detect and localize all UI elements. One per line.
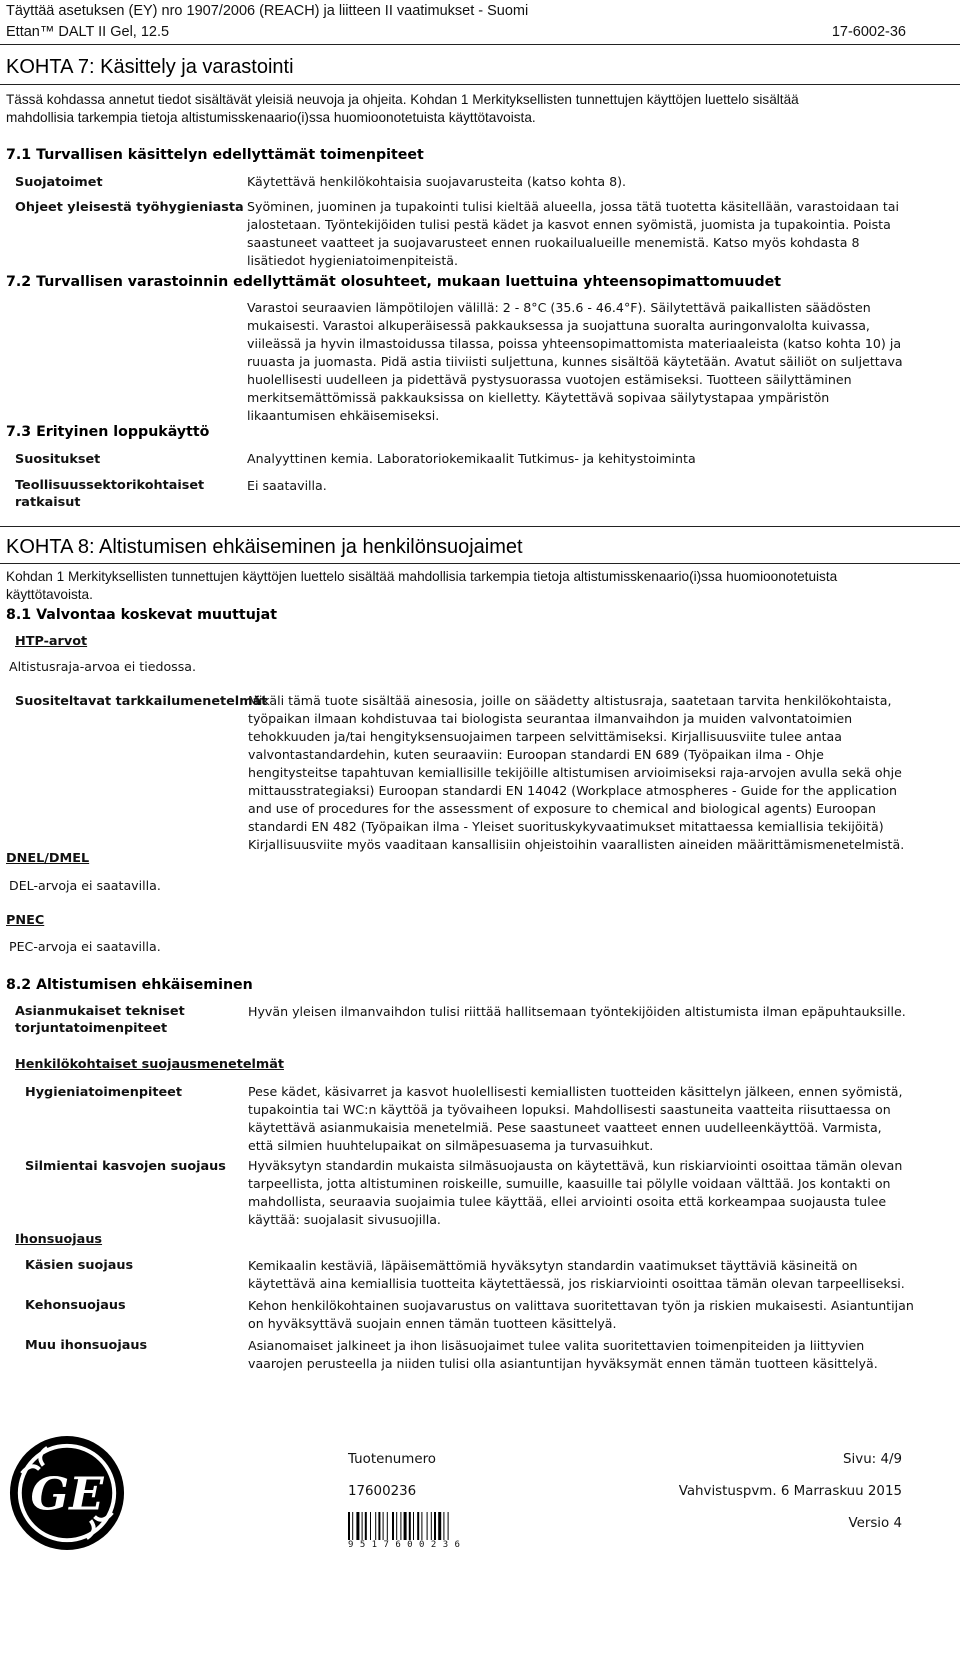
intro-line: Tässä kohdassa annetut tiedot sisältävät yleisiä neuvoja ja ohjeita. Kohdan 1 Merkityksellisten tunnettujen käyttöjen luettelo sisältää: [6, 92, 799, 107]
product-number-value: 17600236: [348, 1484, 417, 1499]
skin-protection-heading: Ihonsuojaus: [15, 1232, 103, 1247]
barcode-bar: [409, 1512, 411, 1540]
label-line: ratkaisut: [15, 495, 81, 510]
htp-values-heading: HTP-arvot: [15, 634, 88, 649]
text-line: huolellisesti uudelleen ja pidettävä pystysuorassa vuotojen estämiseksi. Tuotteen säilyttäminen: [247, 372, 852, 387]
barcode-digits: 9 5 1 7 6 0 0 2 3 6: [348, 1540, 461, 1550]
barcode-bar: [448, 1512, 449, 1540]
section-8-title: KOHTA 8: Altistumisen ehkäiseminen ja henkilönsuojaimet: [6, 536, 523, 558]
engineering-controls-value: Hyvän yleisen ilmanvaihdon tulisi riittää hallitsemaan työntekijöiden altistumista ilman epäpuhtauksille.: [248, 1004, 906, 1019]
text-line: Kehon henkilökohtainen suojavarustus on valittava suoritettavan työn ja riskien mukaisesti. Asiantuntijan: [248, 1298, 914, 1313]
section-7-divider: [0, 84, 960, 85]
text-line: ruuasta ja juomasta. Pidä astia tiiviisti suljettuna, kunnes sisältöä käytetään. Avatut säiliöt on suljettava: [247, 354, 903, 369]
barcode-bar: [434, 1512, 436, 1540]
product-number-label: Tuotenumero: [348, 1452, 436, 1467]
text-line: tupakointia tai WC:n käyttöä ja työvaiheen lopuksi. Mahdollisesti saastuneita vaatteita riisuttaessa on: [248, 1102, 891, 1117]
hygiene-measures-label: Hygieniatoimenpiteet: [25, 1085, 182, 1100]
dnel-dmel-heading: DNEL/DMEL: [6, 851, 90, 866]
barcode-bar: [392, 1512, 394, 1540]
text-line: Kirjallisuusviite myös vaaditaan kansallisiin ohjeistoihin vaarallisten aineiden määrittämismenetelmistä.: [248, 837, 905, 852]
subsection-7-1-title: 7.1 Turvallisen käsittelyn edellyttämät toimenpiteet: [6, 147, 424, 163]
text-line: hengitysteitse tapahtuvan kemiallisille tekijöille altistumisen arvioimiseksi raja-arvojen avulla sekä ohje: [248, 765, 902, 780]
section-7-intro: [6, 91, 799, 127]
header-divider: [0, 44, 960, 45]
section-8-divider: [0, 563, 960, 564]
barcode-bar: [431, 1512, 432, 1540]
intro-line: käyttötavoista.: [6, 587, 93, 602]
other-skin-protection-value: [248, 1337, 878, 1373]
barcode-bar: [427, 1512, 428, 1540]
barcode: [348, 1512, 471, 1552]
pnec-text: PEC-arvoja ei saatavilla.: [9, 939, 161, 954]
text-line: tarpeellista, jotta altistuminen roiskeille, sumuille, kaasuille tai pölylle voidaan välttää. Jos kontakti on: [248, 1176, 891, 1191]
barcode-bar: [352, 1512, 353, 1540]
htp-values-text: Altistusraja-arvoa ei tiedossa.: [9, 659, 196, 674]
subsection-7-3-title: 7.3 Erityinen loppukäyttö: [6, 424, 210, 440]
pnec-heading: PNEC: [6, 913, 45, 928]
text-line: likaantumisen ehkäisemiseksi.: [247, 408, 440, 423]
industry-solutions-label: [15, 477, 204, 511]
label-line: Asianmukaiset tekniset: [15, 1004, 185, 1019]
eye-face-protection-label: Silmientai kasvojen suojaus: [25, 1159, 226, 1174]
barcode-bar: [378, 1512, 380, 1540]
subsection-8-2-title: 8.2 Altistumisen ehkäiseminen: [6, 977, 253, 993]
text-line: tehokkuuden ja/tai hengityksensuojaimen tarpeen selvittämiseksi. Kirjallisuusviite tulee antaa: [248, 729, 842, 744]
barcode-bar: [356, 1512, 359, 1540]
barcode-bar: [387, 1512, 388, 1540]
barcode-bar: [375, 1512, 376, 1540]
engineering-controls-label: [15, 1003, 185, 1037]
text-line: valvontastandardehin, kuten seuraaviin: Euroopan standardi EN 689 (Työpaikan ilma - Ohje: [248, 747, 824, 762]
barcode-bar: [365, 1512, 367, 1540]
text-line: Hyväksytyn standardin mukaista silmäsuojausta on käytettävä, kun riskiarviointi osoittaa tämän olevan: [248, 1158, 903, 1173]
text-line: standardi EN 482 (Työpaikan ilma - Yleiset suorituskykyvaatimukset mitattaessa kemiallisia tekijöitä): [248, 819, 884, 834]
text-line: Varastoi seuraavien lämpötilojen välillä: 2 - 8°C (35.6 - 46.4°F). Säilytettävä paikallisten säädösten: [247, 300, 871, 315]
text-line: and use of procedures for the assessment of exposure to chemical and biological agents) Euroopan: [248, 801, 876, 816]
barcode-bar: [383, 1512, 384, 1540]
text-line: viileässä ja hyvin ilmastoidussa tilassa, poissa yhteensopimattomista materiaaleista (katso kohta 10) ja: [247, 336, 902, 351]
body-protection-label: Kehonsuojaus: [25, 1298, 126, 1313]
text-line: Kemikaalin kestäviä, läpäisemättömiä hyväksytyn standardin vaatimukset täyttäviä käsineitä on: [248, 1258, 858, 1273]
text-line: että silmien huuhtelupaikat on silmäpesuasema ja turvasuihkut.: [248, 1138, 654, 1153]
text-line: Syöminen, juominen ja tupakointi tulisi kieltää alueella, jossa tätä tuotetta käsitellään, varastoidaan tai: [247, 199, 899, 214]
text-line: vaarojen perusteella ja niiden tulisi olla asiantuntijan hyväksymät ennen tämän tuotteen käsittelyä.: [248, 1356, 878, 1371]
intro-line: mahdollisia tarkempia tietoja altistumisskenaario(i)ssa huomioonotetuista käyttötavoista.: [6, 110, 536, 125]
monitoring-methods-label: Suositeltavat tarkkailumenetelmät: [15, 694, 268, 709]
hand-protection-label: Käsien suojaus: [25, 1258, 134, 1273]
section-7-title: KOHTA 7: Käsittely ja varastointi: [6, 56, 294, 78]
version-label: Versio 4: [848, 1516, 902, 1531]
page-number: Sivu: 4/9: [843, 1452, 902, 1467]
text-line: on hyväksyttävä suojain ennen tämän tuotteen käsittelyä.: [248, 1316, 617, 1331]
barcode-bar: [400, 1512, 401, 1540]
barcode-bar: [421, 1512, 422, 1540]
hygiene-measures-value: [248, 1083, 903, 1155]
storage-conditions-value: [247, 299, 903, 425]
text-line: merkitsemättömissä pakkauksissa on kielletty. Käytettävä sopivaa säilytystapaa ympäristön: [247, 390, 830, 405]
subsection-8-1-title: 8.1 Valvontaa koskevat muuttujat: [6, 607, 278, 623]
dnel-dmel-text: DEL-arvoja ei saatavilla.: [9, 878, 161, 893]
hand-protection-value: [248, 1257, 905, 1293]
barcode-bar: [362, 1512, 363, 1540]
text-line: mittausstrategiaksi) Euroopan standardi EN 14042 (Workplace atmospheres - Guide for the application: [248, 783, 898, 798]
validation-date: Vahvistuspvm. 6 Marraskuu 2015: [678, 1484, 902, 1499]
occupational-hygiene-value: [247, 198, 899, 270]
recommendations-label: Suositukset: [15, 452, 101, 467]
barcode-bar: [413, 1512, 414, 1540]
text-line: Asianomaiset jalkineet ja ihon lisäsuojaimet tulee valita suoritettavien toimenpiteiden ja liittyvien: [248, 1338, 865, 1353]
text-line: lisätiedot hygieniatoimenpiteistä.: [247, 253, 459, 268]
personal-protection-heading: Henkilökohtaiset suojausmenetelmät: [15, 1057, 284, 1072]
label-line: Teollisuussektorikohtaiset: [15, 478, 205, 493]
eye-face-protection-value: [248, 1157, 902, 1229]
monitoring-methods-value: [248, 692, 904, 854]
barcode-bar: [438, 1512, 441, 1540]
text-line: käytettävä asianmukaisia menetelmiä. Pese saastuneet vaatteet ennen uudelleenkäyttöä. Varmista,: [248, 1120, 882, 1135]
text-line: käyttää: suojalasit sivusuojilla.: [248, 1212, 441, 1227]
text-line: saastuneet vaatteet ja suojavarusteet ennen ruokailualueille menemistä. Katso myös kohdasta 8: [247, 235, 860, 250]
barcode-bar: [396, 1512, 397, 1540]
document-code: 17-6002-36: [831, 24, 906, 40]
protective-measures-value: Käytettävä henkilökohtaisia suojavarusteita (katso kohta 8).: [247, 174, 627, 189]
barcode-bar: [370, 1512, 371, 1540]
barcode-bar: [348, 1512, 350, 1540]
industry-solutions-value: Ei saatavilla.: [247, 478, 327, 493]
ge-logo: [8, 1434, 126, 1552]
label-line: torjuntatoimenpiteet: [15, 1021, 168, 1036]
occupational-hygiene-label: Ohjeet yleisestä työhygieniasta: [15, 200, 244, 215]
section-8-intro: [6, 568, 837, 604]
text-line: työpaikan ilmaan kohdistuvaa tai biologista seurantaa ilmanvaihdon ja muiden valvontatoimien: [248, 711, 853, 726]
product-name: Ettan™ DALT II Gel, 12.5: [6, 24, 170, 40]
recommendations-value: Analyyttinen kemia. Laboratoriokemikaalit Tutkimus- ja kehitystoiminta: [247, 451, 696, 466]
barcode-bar: [404, 1512, 407, 1540]
text-line: jalostetaan. Työntekijöiden tulisi pestä kädet ja kasvot ennen syömistä, juomista ja tupakointia. Poista: [247, 217, 891, 232]
intro-line: Kohdan 1 Merkityksellisten tunnettujen käyttöjen luettelo sisältää mahdollisia tarkempia tietoja altistumisskenaario(i)ssa huomioonotetuista: [6, 569, 838, 584]
barcode-bars: [348, 1512, 471, 1540]
barcode-bar: [443, 1512, 444, 1540]
text-line: Pese kädet, käsivarret ja kasvot huolellisesti kemiallisten tuotteiden käsittelyn jälkeen, ennen syömistä,: [248, 1084, 903, 1099]
text-line: Mikäli tämä tuote sisältää ainesosia, joille on säädetty altistusraja, saatetaan tarvita henkilökohtaista,: [248, 693, 892, 708]
regulation-header: Täyttää asetuksen (EY) nro 1907/2006 (REACH) ja liitteen II vaatimukset - Suomi: [6, 3, 529, 19]
body-protection-value: [248, 1297, 914, 1333]
section-8-top-divider: [0, 526, 960, 527]
protective-measures-label: Suojatoimet: [15, 175, 103, 190]
subsection-7-2-title: 7.2 Turvallisen varastoinnin edellyttämät olosuhteet, mukaan luettuina yhteensopimattomuudet: [6, 274, 781, 290]
other-skin-protection-label: Muu ihonsuojaus: [25, 1338, 148, 1353]
barcode-bar: [417, 1512, 419, 1540]
text-line: mukaisesti. Varastoi alkuperäisessä pakkauksessa ja suojattuna suoralta auringonvalolta kuivassa,: [247, 318, 870, 333]
svg-text:GE: GE: [30, 1467, 104, 1521]
text-line: käytettävä aina kemiallisia tuotteita käytettäessä, jos riskiarviointi osoittaa tämän olevan tarpeelliseksi.: [248, 1276, 905, 1291]
text-line: mahdollista, seuraavia suojaimia tulee käyttää, ellei arviointi osoita että korkeampaa suojausta tulee: [248, 1194, 887, 1209]
